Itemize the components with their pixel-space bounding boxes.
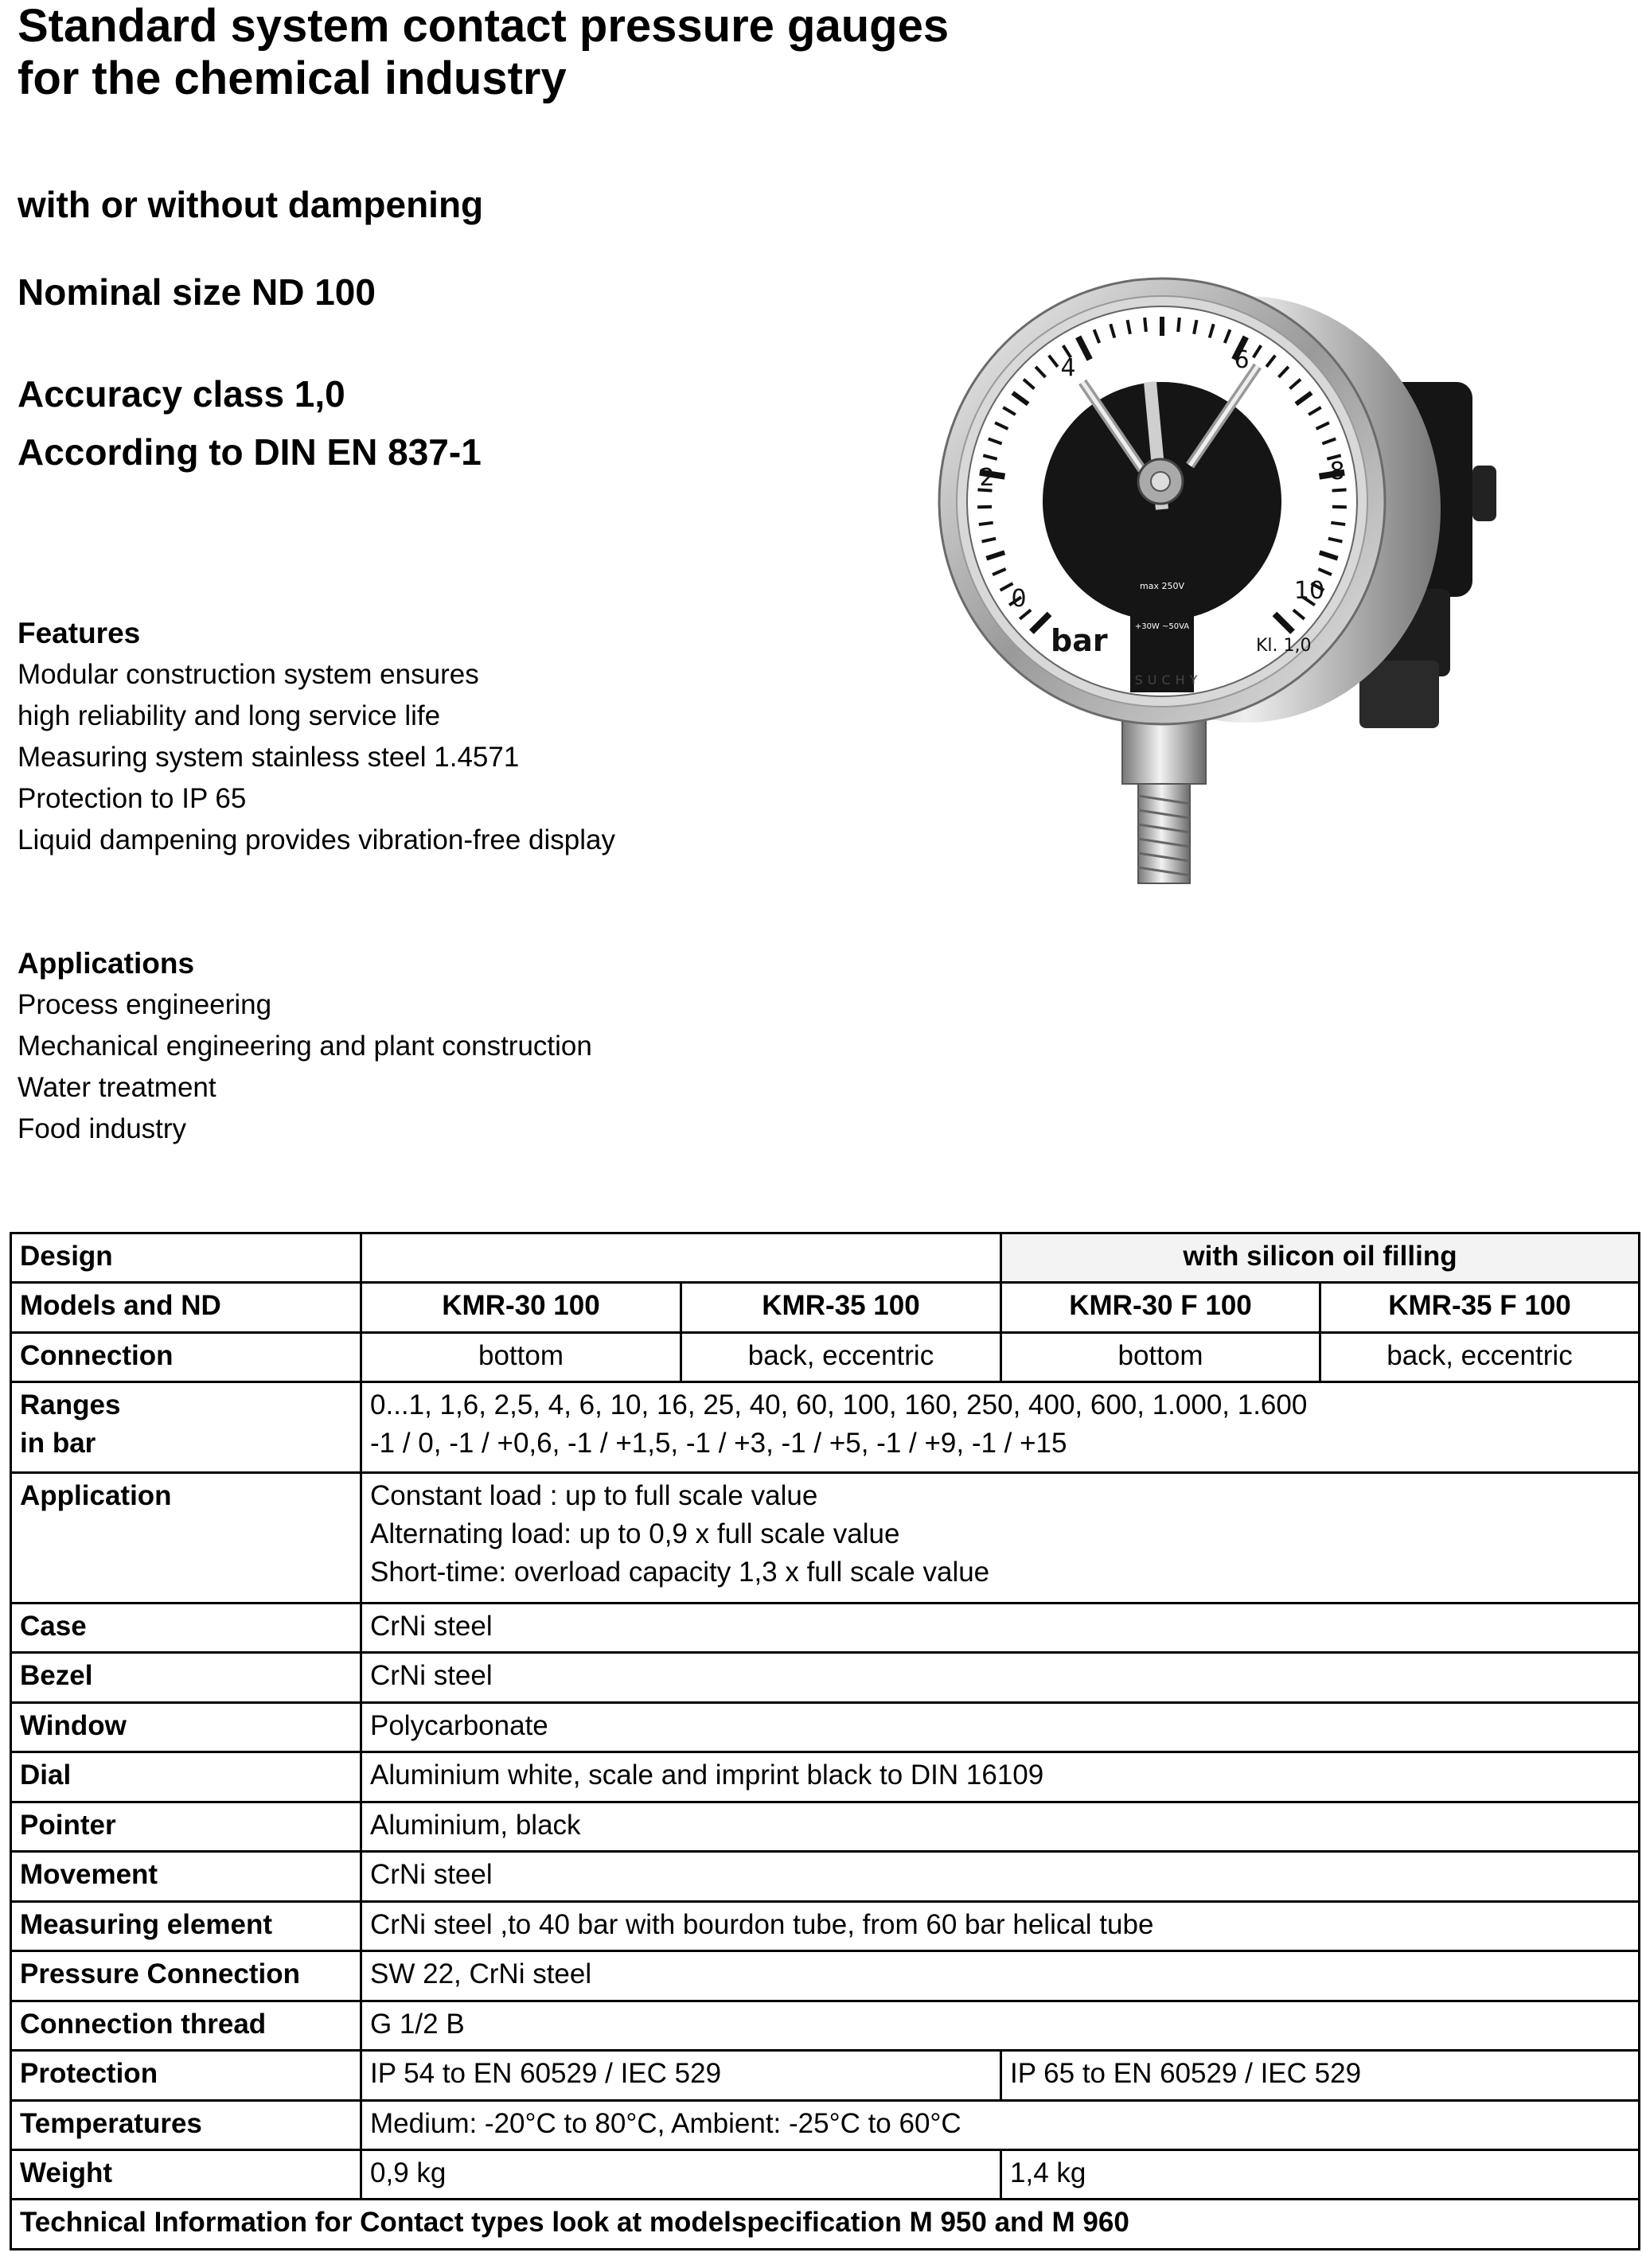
brand-label: SUCHY — [1134, 672, 1203, 688]
table-row — [11, 1852, 1640, 1901]
subtitle-dampening: with or without dampening — [18, 184, 484, 225]
table-row — [11, 2051, 1640, 2100]
table-row — [11, 1802, 1640, 1851]
case-value: CrNi steel — [361, 1603, 1640, 1652]
applications-heading: Applications — [18, 947, 195, 980]
dial-tick — [1331, 523, 1345, 524]
connection-cell: bottom — [361, 1332, 681, 1381]
row-label-window: Window — [11, 1702, 361, 1752]
model-cell: KMR-35 100 — [681, 1283, 1001, 1332]
row-label-measuring-element: Measuring element — [11, 1901, 361, 1950]
dial-tick — [979, 523, 993, 524]
connection-thread-value: G 1/2 B — [361, 2001, 1640, 2050]
row-label-bezel: Bezel — [11, 1653, 361, 1702]
dial-value: Aluminium white, scale and imprint black to DIN 16109 — [361, 1752, 1640, 1802]
row-label-weight: Weight — [11, 2149, 361, 2199]
application-item: Water treatment — [18, 1072, 216, 1103]
row-label-pointer: Pointer — [11, 1802, 361, 1851]
bezel-value: CrNi steel — [361, 1653, 1640, 1702]
ranges-value: 0...1, 1,6, 2,5, 4, 6, 10, 16, 25, 40, 60, 100, 160, 250, 400, 600, 1.000, 1.600 -1 / 0, -1 / +0,6, -1 / +1,5, -1 / +3, -1 / +5, -1 / +9, -1 / +15 — [361, 1382, 1640, 1472]
dial-number: 2 — [979, 464, 995, 492]
design-empty-cell — [361, 1233, 1001, 1283]
row-label-temperatures: Temperatures — [11, 2100, 361, 2149]
table-row — [11, 2100, 1640, 2149]
dial-tick — [977, 507, 992, 508]
movement-value: CrNi steel — [361, 1852, 1640, 1901]
measuring-element-value: CrNi steel ,to 40 bar with bourdon tube, from 60 bar helical tube — [361, 1901, 1640, 1950]
connection-cell: back, eccentric — [681, 1332, 1001, 1381]
model-cell: KMR-35 F 100 — [1320, 1283, 1640, 1332]
subtitle-accuracy: Accuracy class 1,0 — [18, 373, 345, 415]
table-row — [11, 1283, 1640, 1332]
row-label-application: Application — [11, 1472, 361, 1603]
row-label-design: Design — [11, 1233, 361, 1283]
application-value: Constant load : up to full scale value Alternating load: up to 0,9 x full scale value Short-time: overload capacity 1,3 x full scale value — [361, 1472, 1640, 1603]
table-row — [11, 1382, 1640, 1472]
feature-item: Protection to IP 65 — [18, 783, 247, 814]
pressure-connection-fitting — [1122, 716, 1206, 883]
dial-tick — [1145, 318, 1146, 332]
feature-item: Liquid dampening provides vibration-free display — [18, 824, 615, 855]
dial-tick — [1332, 507, 1347, 508]
pointer-value: Aluminium, black — [361, 1802, 1640, 1851]
model-cell: KMR-30 100 — [361, 1283, 681, 1332]
row-label-dial: Dial — [11, 1752, 361, 1802]
table-row — [11, 1901, 1640, 1950]
pressure-gauge-illustration — [860, 263, 1608, 923]
model-cell: KMR-30 F 100 — [1001, 1283, 1320, 1332]
weight-value-b: 1,4 kg — [1001, 2149, 1640, 2199]
table-row — [11, 1233, 1640, 1283]
dial-unit: bar — [1051, 623, 1108, 658]
window-value: Polycarbonate — [361, 1702, 1640, 1752]
feature-item: high reliability and long service life — [18, 700, 441, 731]
design-oil-filling: with silicon oil filling — [1001, 1233, 1640, 1283]
applications-section — [18, 943, 592, 1150]
table-row — [11, 1752, 1640, 1802]
table-row — [11, 1702, 1640, 1752]
table-row — [11, 2149, 1640, 2199]
application-item: Process engineering — [18, 989, 272, 1020]
specification-table — [10, 1232, 1640, 2250]
dial-number: 10 — [1293, 577, 1325, 605]
features-heading: Features — [18, 617, 141, 649]
row-label-models: Models and ND — [11, 1283, 361, 1332]
dial-number: 4 — [1060, 354, 1076, 382]
temperatures-value: Medium: -20°C to 80°C, Ambient: -25°C to 60°C — [361, 2100, 1640, 2149]
table-row — [11, 1653, 1640, 1702]
table-row — [11, 1603, 1640, 1652]
table-row — [11, 2001, 1640, 2050]
connection-cell: back, eccentric — [1320, 1332, 1640, 1381]
table-row — [11, 1332, 1640, 1381]
row-label-case: Case — [11, 1603, 361, 1652]
application-item: Mechanical engineering and plant construction — [18, 1031, 592, 1062]
dial-tick — [1332, 489, 1347, 490]
table-row — [11, 2200, 1640, 2250]
pressure-connection-value: SW 22, CrNi steel — [361, 1951, 1640, 2001]
feature-item: Measuring system stainless steel 1.4571 — [18, 742, 520, 773]
protection-value-b: IP 65 to EN 60529 / IEC 529 — [1001, 2051, 1640, 2100]
table-row — [11, 1472, 1640, 1603]
feature-item: Modular construction system ensures — [18, 659, 479, 690]
subtitle-nominal-size: Nominal size ND 100 — [18, 271, 376, 313]
features-section — [18, 613, 615, 861]
application-item: Food industry — [18, 1113, 187, 1144]
dial-number: 0 — [1011, 585, 1027, 613]
table-row — [11, 1951, 1640, 2001]
subtitle-standard: According to DIN EN 837-1 — [18, 431, 482, 473]
contact-rating-label: max 250V — [1140, 581, 1184, 591]
protection-value-a: IP 54 to EN 60529 / IEC 529 — [361, 2051, 1001, 2100]
row-label-connection: Connection — [11, 1332, 361, 1381]
accuracy-class-label: Kl. 1,0 — [1256, 636, 1312, 656]
dial-number: 8 — [1329, 458, 1345, 485]
dial-tick — [1178, 318, 1180, 332]
row-label-ranges: Ranges in bar — [11, 1382, 361, 1472]
connection-cell: bottom — [1001, 1332, 1320, 1381]
dial-number: 6 — [1234, 346, 1250, 374]
row-label-protection: Protection — [11, 2051, 361, 2100]
table-footer-note: Technical Information for Contact types look at modelspecification M 950 and M 960 — [11, 2200, 1640, 2250]
row-label-connection-thread: Connection thread — [11, 2001, 361, 2050]
row-label-pressure-connection: Pressure Connection — [11, 1951, 361, 2001]
row-label-movement: Movement — [11, 1852, 361, 1901]
weight-value-a: 0,9 kg — [361, 2149, 1001, 2199]
page-title: Standard system contact pressure gauges for the chemical industry — [18, 0, 950, 104]
contact-power-label: +30W ~50VA — [1134, 622, 1190, 631]
